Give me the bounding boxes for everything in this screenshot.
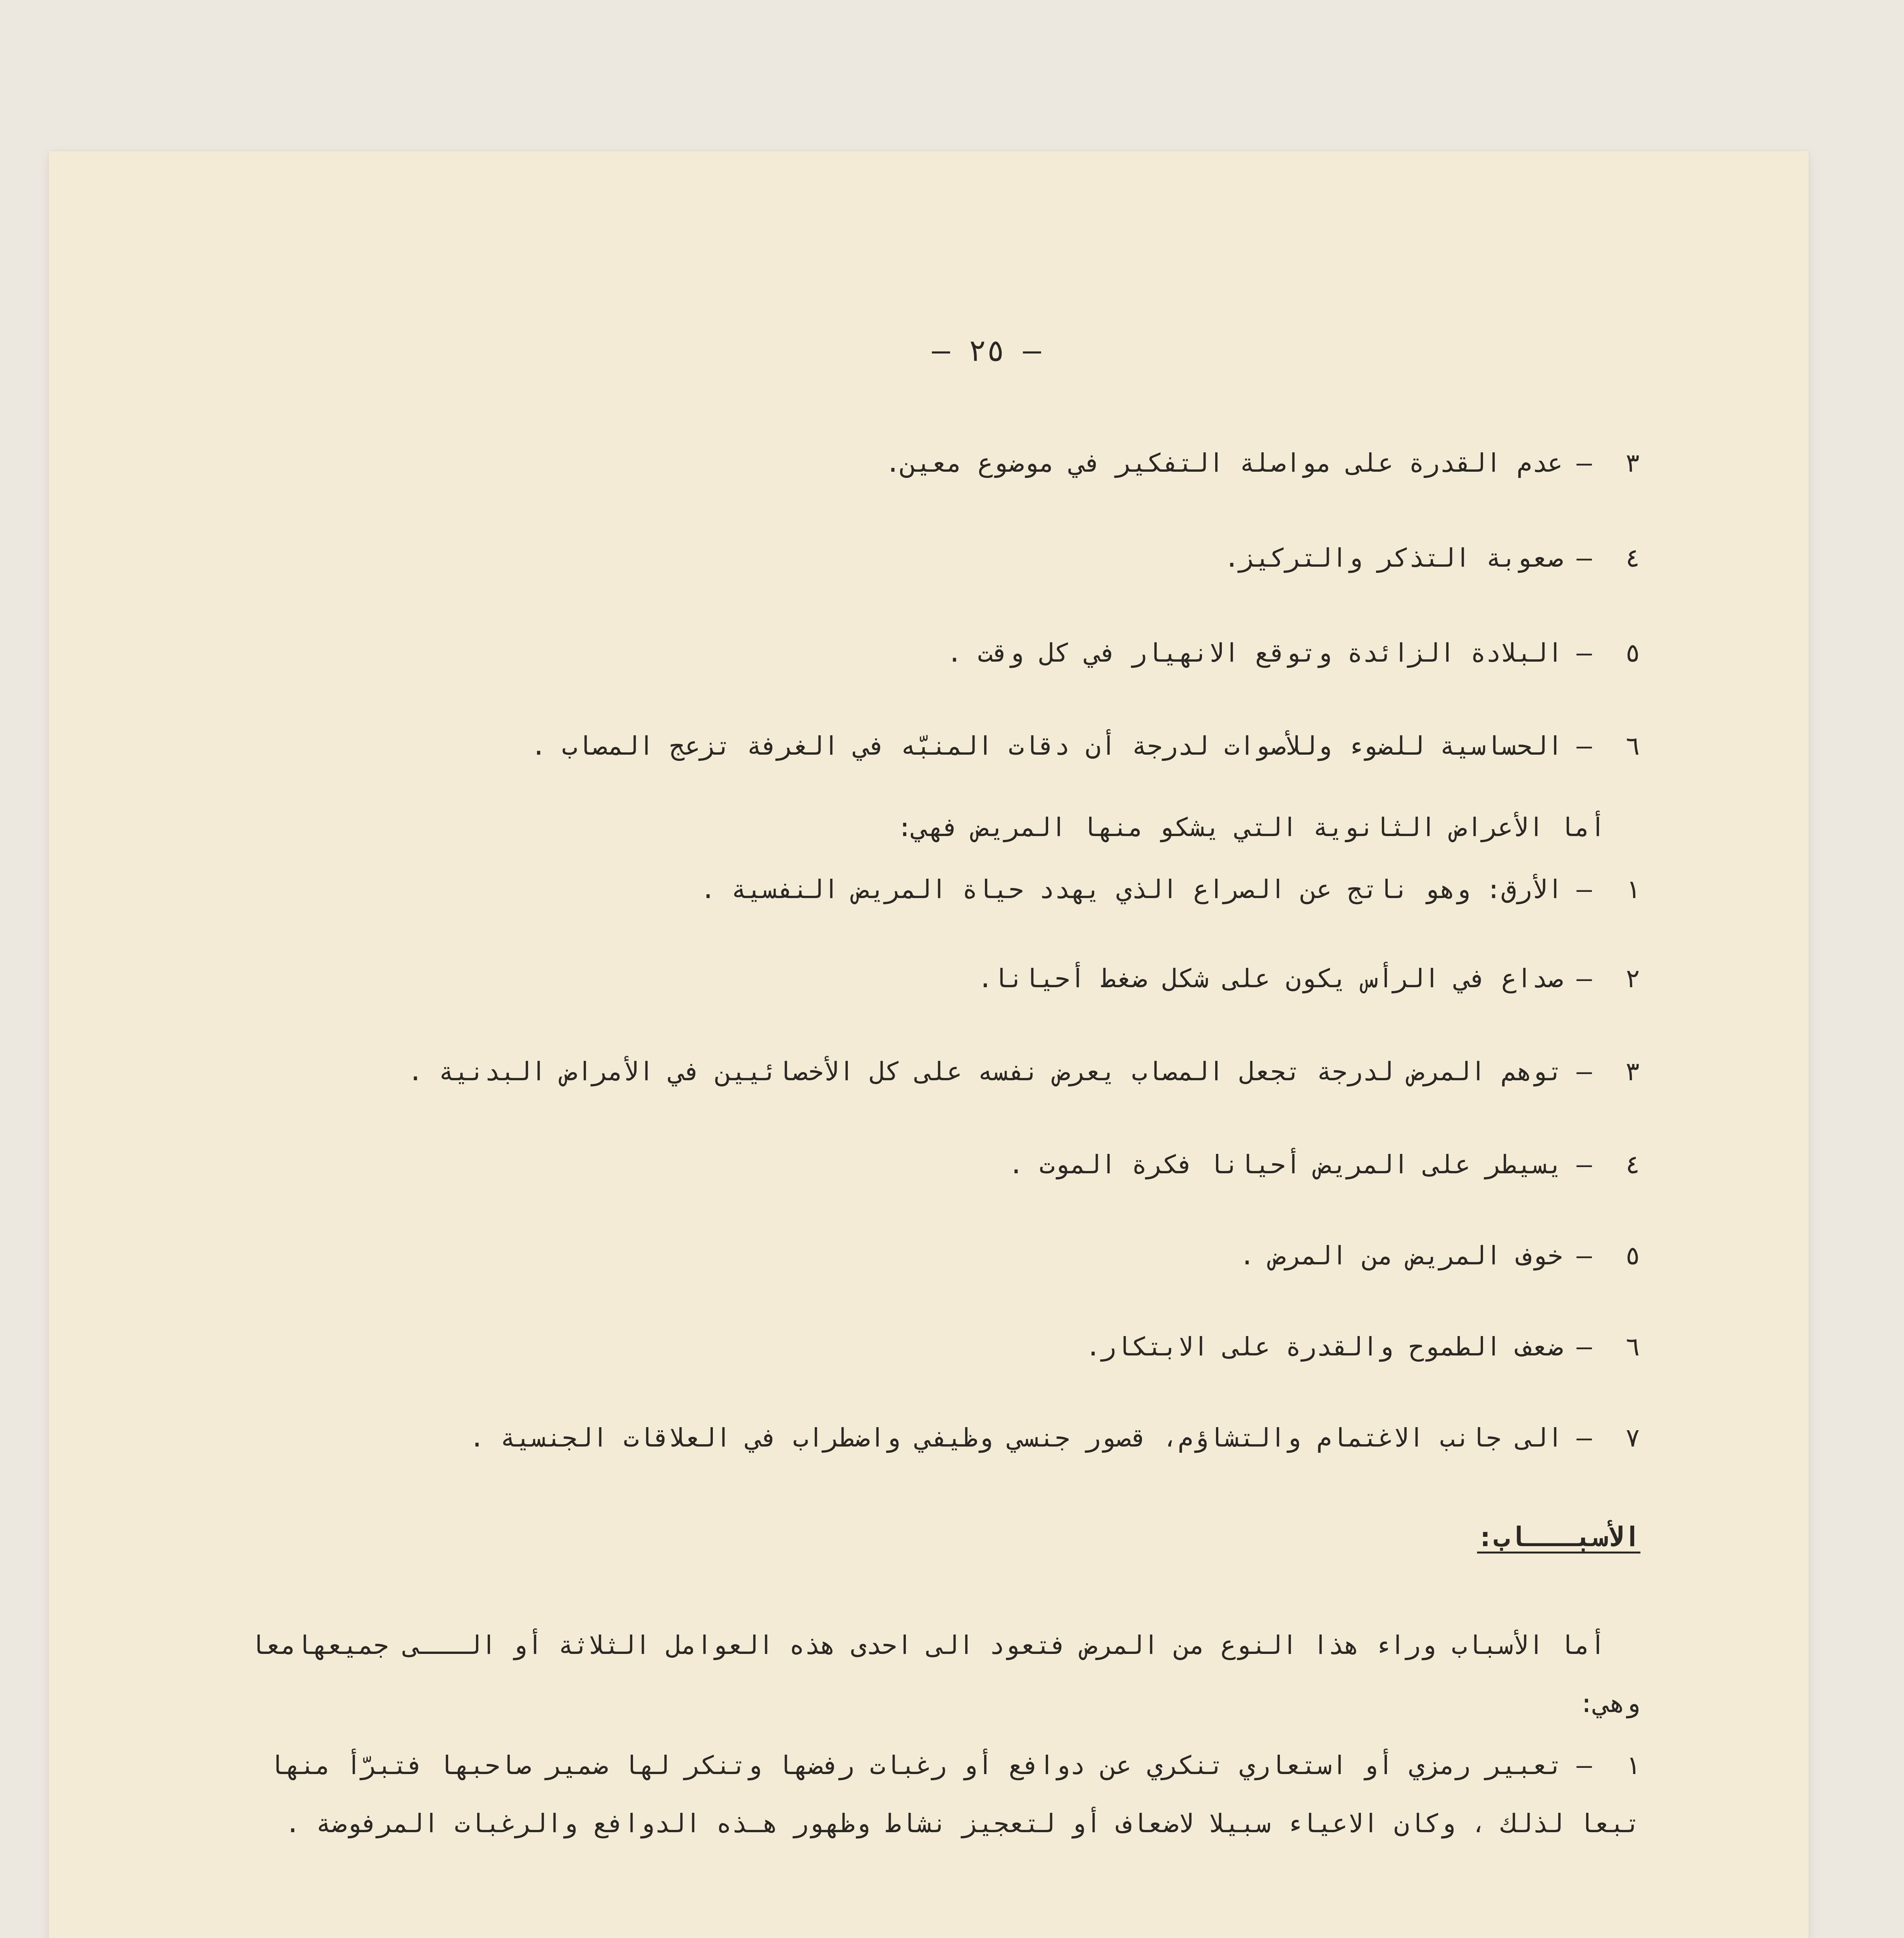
item-text: صداع في الرأس يكون على شكل ضغط أحيانا. [978, 964, 1563, 993]
list-item: ١–تعبير رمزي أو استعاري تنكري عن دوافع أو رغبات رفضها وتنكر لها ضمير صاحبها فتبرّأ منها تبعا لذلك ، وكان الاعياء سبيلا لاضعاف أو لتعجيز نشاط وظهور هـذه الدوافع والرغبات المرفوضة . [198, 1736, 1640, 1853]
list-item: ٣–توهم المرض لدرجة تجعل المصاب يعرض نفسه على كل الأخصائيين في الأمراض البدنية . [198, 1054, 1640, 1089]
item-number: ١ [1625, 874, 1640, 904]
item-number: ١ [1625, 1750, 1640, 1780]
list-item: ٦–ضعف الطموح والقدرة على الابتكار. [198, 1329, 1640, 1364]
item-number: ٥ [1625, 638, 1640, 668]
item-text: البلادة الزائدة وتوقع الانهيار في كل وقت . [947, 638, 1563, 668]
item-text: عدم القدرة على مواصلة التفكير في موضوع معين. [885, 448, 1563, 478]
causes-intro: أما الأسباب وراء هذا النوع من المرض فتعود الى احدى هذه العوامل الثلاثة أو الـــى جميعهامعا وهي: [250, 1630, 1640, 1718]
item-text: ضعف الطموح والقدرة على الابتكار. [1085, 1332, 1563, 1362]
item-text: الأرق: وهو ناتج عن الصراع الذي يهدد حياة المريض النفسية . [700, 874, 1563, 904]
list-item: ٤–يسيطر على المريض أحيانا فكرة الموت . [198, 1147, 1640, 1182]
item-number: ٣ [1625, 448, 1640, 478]
item-text: يسيطر على المريض أحيانا فكرة الموت . [1008, 1150, 1563, 1179]
item-number: ٦ [1625, 731, 1640, 761]
secondary-symptoms-intro: أما الأعراض الثانوية التي يشكو منها المريض فهي: [897, 812, 1606, 842]
item-number: ٢ [1625, 964, 1640, 993]
list-item: ٣–عدم القدرة على مواصلة التفكير في موضوع معين. [198, 446, 1640, 481]
item-text: الحساسية للضوء وللأصوات لدرجة أن دقات المنبّه في الغرفة تزعج المصاب . [531, 731, 1563, 761]
item-text: تعبير رمزي أو استعاري تنكري عن دوافع أو رغبات رفضها وتنكر لها ضمير صاحبها فتبرّأ منها تبعا لذلك ، وكان الاعياء سبيلا لاضعاف أو لتعجيز نشاط وظهور هـذه الدوافع والرغبات المرفوضة . [269, 1750, 1640, 1838]
list-item: ٧–الى جانب الاغتمام والتشاؤم، قصور جنسي وظيفي واضطراب في العلاقات الجنسية . [198, 1421, 1640, 1455]
item-text: الى جانب الاغتمام والتشاؤم، قصور جنسي وظيفي واضطراب في العلاقات الجنسية . [469, 1423, 1563, 1453]
item-number: ٧ [1625, 1423, 1640, 1453]
list-item: ٦–الحساسية للضوء وللأصوات لدرجة أن دقات المنبّه في الغرفة تزعج المصاب . [198, 729, 1640, 764]
item-number: ٥ [1625, 1241, 1640, 1271]
list-item: ٥–البلادة الزائدة وتوقع الانهيار في كل وقت . [198, 636, 1640, 671]
list-item: ١–الأرق: وهو ناتج عن الصراع الذي يهدد حياة المريض النفسية . [198, 872, 1640, 907]
item-number: ٤ [1625, 1150, 1640, 1179]
list-item: ٤–صعوبة التذكر والتركيز. [198, 541, 1640, 576]
list-item [198, 1930, 1640, 1938]
item-text: صعوبة التذكر والتركيز. [1224, 543, 1563, 573]
list-item: ٥–خوف المريض من المرض . [198, 1238, 1640, 1273]
page-number: – ٢٥ – [932, 333, 1041, 368]
item-text: خوف المريض من المرض . [1239, 1241, 1563, 1271]
causes-heading: الأسبـــاب: [1477, 1521, 1640, 1553]
list-item: ٢–صداع في الرأس يكون على شكل ضغط أحيانا. [198, 961, 1640, 996]
item-number: ٦ [1625, 1332, 1640, 1362]
item-text: توهم المرض لدرجة تجعل المصاب يعرض نفسه على كل الأخصائيين في الأمراض البدنية . [407, 1057, 1563, 1086]
item-number: ٤ [1625, 543, 1640, 573]
item-number: ٣ [1625, 1057, 1640, 1086]
item-number [1606, 1930, 1640, 1938]
